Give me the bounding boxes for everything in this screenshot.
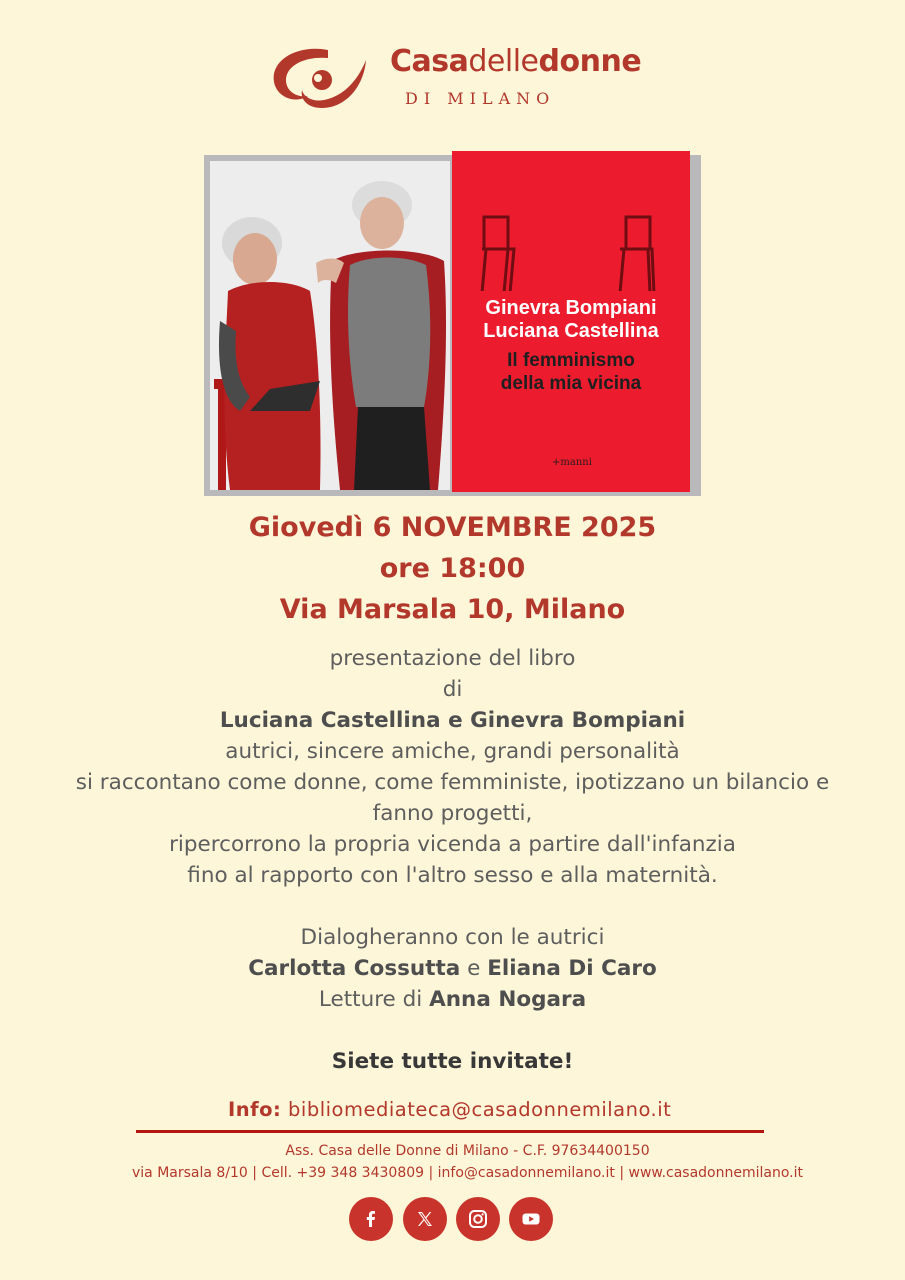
spacer (0, 1015, 905, 1046)
book-authors: Luciana Castellina e Ginevra Bompiani (219, 708, 686, 733)
description-line: di (442, 677, 463, 702)
social-links (349, 1197, 559, 1241)
dialog-intro: Dialogheranno con le autrici (300, 925, 605, 950)
info-contact (228, 1098, 671, 1121)
invitation: Siete tutte invitate! (331, 1049, 574, 1074)
event-date: Giovedì 6 NOVEMBRE 2025 (248, 512, 657, 543)
description-line: autrici, sincere amiche, grandi personalità (225, 739, 680, 764)
description-line: presentazione del libro (329, 646, 576, 671)
x-icon[interactable] (403, 1197, 447, 1241)
authors-photo-illustration (210, 161, 450, 490)
event-place: Via Marsala 10, Milano (279, 594, 626, 625)
spacer (0, 891, 905, 922)
reader: Anna Nogara (429, 987, 587, 1012)
chairs-illustration (452, 151, 690, 291)
youtube-icon[interactable] (509, 1197, 553, 1241)
footer-divider (136, 1130, 764, 1133)
cover-title-line-1: Il femminismo (507, 350, 635, 371)
association-info: Ass. Casa delle Donne di Milano - C.F. 97634400150 (285, 1143, 650, 1159)
moderator-2: Eliana Di Caro (487, 956, 657, 981)
info-label: Info: (228, 1098, 282, 1121)
cover-author-2: Luciana Castellina (483, 320, 659, 342)
event-description (0, 643, 905, 1077)
moderators: Carlotta Cossutta e Eliana Di Caro (248, 956, 657, 981)
cover-title (452, 349, 690, 395)
description-line: ripercorrono la propria vicenda a partire dall'infanzia (169, 832, 736, 857)
event-details (0, 507, 905, 630)
header-logo (0, 40, 905, 120)
description-line: si raccontano come donne, come femministe, ipotizzano un bilancio e (75, 770, 830, 795)
cover-author-1: Ginevra Bompiani (485, 297, 657, 319)
moderator-1: Carlotta Cossutta (248, 956, 461, 981)
cover-publisher: +manni (552, 457, 592, 468)
event-time: ore 18:00 (379, 553, 526, 584)
logo-mark-icon (268, 46, 370, 110)
book-image (204, 155, 701, 496)
facebook-icon[interactable] (349, 1197, 393, 1241)
authors-photo (210, 161, 450, 490)
brand-name: Casadelledonne (390, 44, 642, 79)
cover-title-line-2: della mia vicina (500, 373, 642, 394)
description-line: fanno progetti, (372, 801, 533, 826)
instagram-icon[interactable] (456, 1197, 500, 1241)
readings: Letture di Anna Nogara (318, 987, 587, 1012)
book-cover (452, 151, 690, 492)
description-line: fino al rapporto con l'altro sesso e alla maternità. (187, 863, 718, 888)
contacts-info: via Marsala 8/10 | Cell. +39 348 3430809 | info@casadonnemilano.it | www.casadonnemilano.it (131, 1165, 803, 1181)
brand-city: DI MILANO (405, 89, 556, 108)
cover-authors (452, 297, 690, 343)
info-email-link[interactable]: bibliomediateca@casadonnemilano.it (281, 1098, 672, 1121)
